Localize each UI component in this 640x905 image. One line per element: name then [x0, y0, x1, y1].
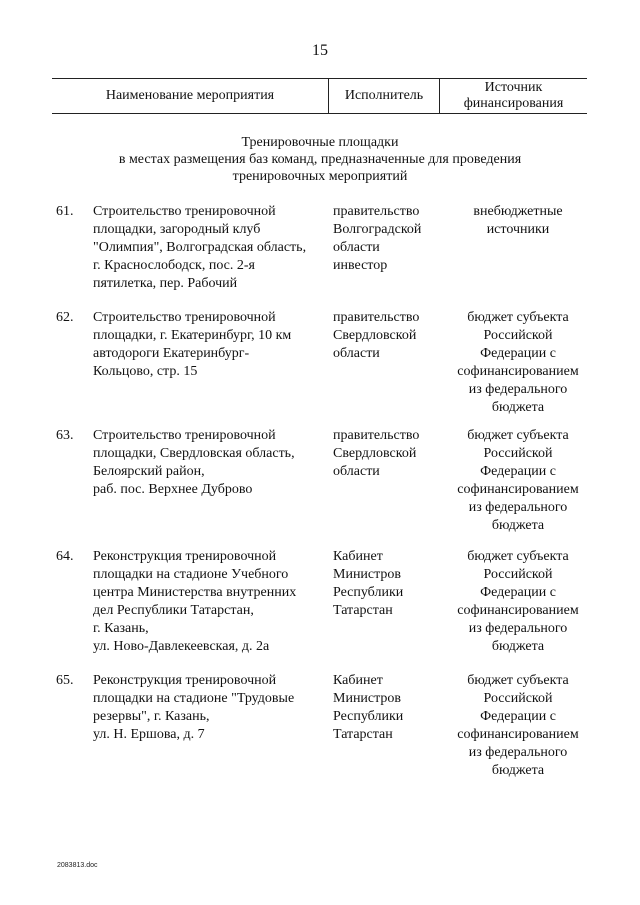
- row-source-line: Российской: [483, 446, 553, 461]
- row-name: [93, 672, 333, 744]
- row-source-line: софинансированием: [457, 364, 579, 379]
- row-name-line: г. Казань,: [93, 621, 149, 636]
- row-executor-line: Министров: [333, 691, 402, 706]
- row-source-line: бюджет субъекта: [467, 673, 569, 688]
- row-executor-line: области: [333, 346, 380, 361]
- row-executor-line: Волгоградской: [333, 222, 422, 237]
- row-source-line: Федерации с: [480, 709, 556, 724]
- row-number: 63.: [56, 428, 74, 443]
- row-source-line: Федерации с: [480, 464, 556, 479]
- row-source: [448, 548, 588, 656]
- row-name: [93, 309, 333, 381]
- row-name-line: ул. Ново-Давлекеевская, д. 2а: [93, 639, 270, 654]
- row-source-line: из федерального: [468, 621, 568, 636]
- row-source-line: бюджет субъекта: [467, 428, 569, 443]
- row-source-line: бюджета: [491, 763, 545, 778]
- row-name-line: Кольцово, стр. 15: [93, 364, 198, 379]
- row-executor: [333, 672, 443, 744]
- row-source-line: Федерации с: [480, 585, 556, 600]
- row-executor-line: области: [333, 240, 380, 255]
- row-name-line: Белоярский район,: [93, 464, 205, 479]
- section-title-line: тренировочных мероприятий: [232, 169, 408, 184]
- row-name-line: площадки, г. Екатеринбург, 10 км: [93, 328, 292, 343]
- row-name-line: пятилетка, пер. Рабочий: [93, 276, 238, 291]
- row-name-line: Реконструкция тренировочной: [93, 549, 277, 564]
- row-source-line: бюджета: [491, 639, 545, 654]
- row-executor-line: инвестор: [333, 258, 388, 273]
- row-source-line: софинансированием: [457, 482, 579, 497]
- row-name-line: дел Республики Татарстан,: [93, 603, 254, 618]
- section-title: [0, 134, 640, 185]
- row-number: 62.: [56, 310, 74, 325]
- row-name-line: площадки, загородный клуб: [93, 222, 261, 237]
- row-name-line: г. Краснослободск, пос. 2-я: [93, 258, 255, 273]
- row-name-line: Строительство тренировочной: [93, 204, 276, 219]
- row-source: [448, 672, 588, 780]
- row-source-line: Российской: [483, 328, 553, 343]
- row-source-line: из федерального: [468, 745, 568, 760]
- header-source-line1: Источник: [484, 80, 543, 95]
- section-title-line: Тренировочные площадки: [241, 135, 399, 150]
- row-executor-line: правительство: [333, 204, 420, 219]
- row-name-line: автодороги Екатеринбург-: [93, 346, 250, 361]
- row-name-line: резервы", г. Казань,: [93, 709, 210, 724]
- row-source-line: бюджета: [491, 518, 545, 533]
- row-number: 64.: [56, 549, 74, 564]
- row-name-line: площадки, Свердловская область,: [93, 446, 295, 461]
- row-source-line: из федерального: [468, 382, 568, 397]
- row-executor: [333, 548, 443, 620]
- row-source-line: источники: [486, 222, 550, 237]
- row-source-line: Федерации с: [480, 346, 556, 361]
- row-name-line: ул. Н. Ершова, д. 7: [93, 727, 205, 742]
- row-executor-line: правительство: [333, 428, 420, 443]
- row-executor-line: Республики: [333, 709, 404, 724]
- row-source-line: бюджет субъекта: [467, 549, 569, 564]
- page-number: 15: [312, 42, 328, 59]
- row-name-line: Строительство тренировочной: [93, 428, 276, 443]
- document-filename: 2083813.doc: [57, 862, 98, 869]
- row-executor: [333, 309, 443, 363]
- header-executor: Исполнитель: [328, 79, 440, 113]
- row-name: [93, 548, 333, 656]
- row-executor: [333, 427, 443, 481]
- header-source: [440, 79, 587, 113]
- row-executor: [333, 203, 443, 275]
- row-executor-line: Кабинет: [333, 549, 383, 564]
- row-source-line: Российской: [483, 567, 553, 582]
- row-name-line: площадки на стадионе "Трудовые: [93, 691, 295, 706]
- row-source-line: софинансированием: [457, 603, 579, 618]
- row-name-line: раб. пос. Верхнее Дуброво: [93, 482, 253, 497]
- row-name-line: Реконструкция тренировочной: [93, 673, 277, 688]
- row-executor-line: Свердловской: [333, 328, 417, 343]
- row-name: [93, 203, 333, 293]
- row-source: [448, 203, 588, 239]
- row-source-line: бюджета: [491, 400, 545, 415]
- row-executor-line: Министров: [333, 567, 402, 582]
- row-name-line: "Олимпия", Волгоградская область,: [93, 240, 307, 255]
- row-source-line: из федерального: [468, 500, 568, 515]
- row-executor-line: Республики: [333, 585, 404, 600]
- header-source-line2: финансирования: [463, 96, 564, 111]
- row-number: 61.: [56, 204, 74, 219]
- table-header: [52, 78, 587, 114]
- row-executor-line: Кабинет: [333, 673, 383, 688]
- row-executor-line: Татарстан: [333, 727, 393, 742]
- row-executor-line: области: [333, 464, 380, 479]
- row-executor-line: Свердловской: [333, 446, 417, 461]
- row-source-line: софинансированием: [457, 727, 579, 742]
- header-name: Наименование мероприятия: [105, 88, 275, 103]
- row-source-line: внебюджетные: [473, 204, 563, 219]
- row-executor-line: правительство: [333, 310, 420, 325]
- section-title-line: в местах размещения баз команд, предназначенные для проведения: [118, 152, 522, 167]
- row-name-line: Строительство тренировочной: [93, 310, 276, 325]
- row-name: [93, 427, 333, 499]
- row-number: 65.: [56, 673, 74, 688]
- row-source: [448, 309, 588, 417]
- row-source-line: бюджет субъекта: [467, 310, 569, 325]
- row-source-line: Российской: [483, 691, 553, 706]
- row-name-line: центра Министерства внутренних: [93, 585, 297, 600]
- row-name-line: площадки на стадионе Учебного: [93, 567, 289, 582]
- row-executor-line: Татарстан: [333, 603, 393, 618]
- row-source: [448, 427, 588, 535]
